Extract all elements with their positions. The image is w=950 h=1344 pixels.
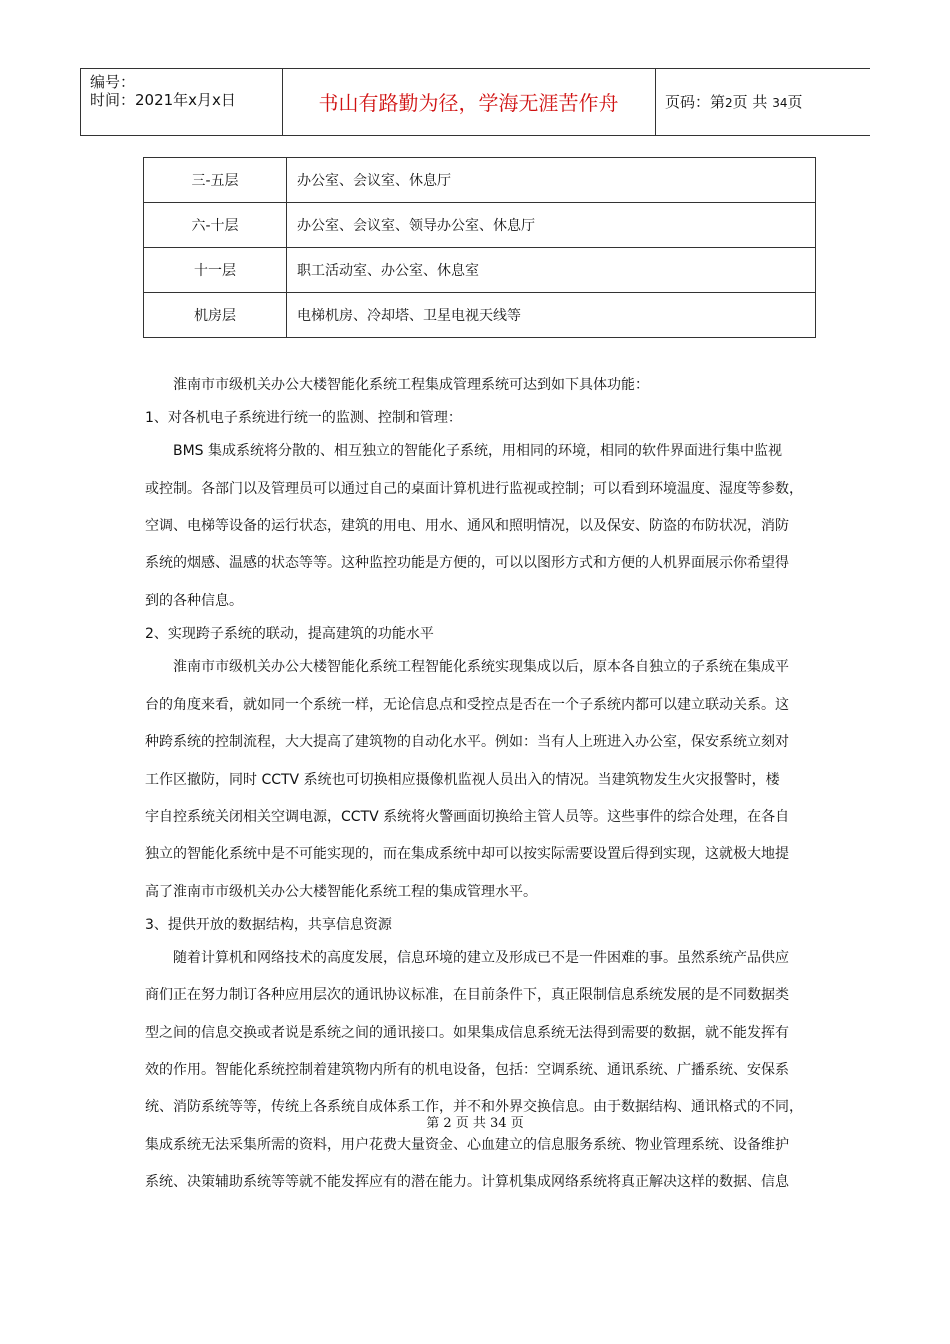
page-mid: 页 共 — [732, 93, 768, 111]
floors-table — [143, 157, 816, 338]
rooms-cell: 办公室、会议室、休息厅 — [287, 158, 816, 203]
paragraph-line: 型之间的信息交换或者说是系统之间的通讯接口。如果集成信息系统无法得到需要的数据，就不能发挥有 — [145, 1025, 789, 1041]
section-heading: 3、提供开放的数据结构，共享信息资源 — [145, 917, 392, 933]
code-label: 编号： — [90, 73, 136, 91]
paragraph-line: 随着计算机和网络技术的高度发展，信息环境的建立及形成已不是一件困难的事。虽然系统产品供应 — [173, 950, 789, 966]
paragraph-line: BMS 集成系统将分散的、相互独立的智能化子系统，用相同的环境，相同的软件界面进行集中监视 — [173, 443, 783, 459]
rooms-cell: 职工活动室、办公室、休息室 — [287, 248, 816, 293]
paragraph-line: 宇自控系统关闭相关空调电源，CCTV 系统将火警画面切换给主管人员等。这些事件的综合处理，在各自 — [145, 809, 790, 825]
header-motto-cell — [282, 69, 656, 135]
paragraph-line: 商们正在努力制订各种应用层次的通讯协议标准，在目前条件下，真正限制信息系统发展的是不同数据类 — [145, 987, 789, 1003]
paragraph-line: 统、消防系统等等，传统上各系统自成体系工作，并不和外界交换信息。由于数据结构、通讯格式的不同， — [145, 1099, 803, 1115]
floor-cell: 六-十层 — [144, 203, 287, 248]
paragraph-line: 种跨系统的控制流程，大大提高了建筑物的自动化水平。例如：当有人上班进入办公室，保安系统立刻对 — [145, 734, 789, 750]
floor-cell: 三-五层 — [144, 158, 287, 203]
header-meta-cell — [81, 69, 283, 135]
floor-cell: 十一层 — [144, 248, 287, 293]
section-heading: 2、实现跨子系统的联动，提高建筑的功能水平 — [145, 626, 434, 642]
paragraph-line: 到的各种信息。 — [145, 593, 243, 609]
paragraph-line: 工作区撤防，同时 CCTV 系统也可切换相应摄像机监视人员出入的情况。当建筑物发生火灾报警时，楼 — [145, 772, 780, 788]
section-heading: 1、对各机电子系统进行统一的监测、控制和管理： — [145, 410, 462, 426]
paragraph-line: 高了淮南市市级机关办公大楼智能化系统工程的集成管理水平。 — [145, 884, 537, 900]
table-row — [144, 248, 816, 293]
page-indicator — [665, 93, 803, 112]
page-total: 34 — [772, 96, 788, 110]
paragraph-line: 独立的智能化系统中是不可能实现的，而在集成系统中却可以按实际需要设置后得到实现，这就极大地提 — [145, 846, 789, 862]
paragraph-line: 空调、电梯等设备的运行状态，建筑的用电、用水、通风和照明情况，以及保安、防盗的布防状况，消防 — [145, 518, 789, 534]
paragraph-line: 系统、决策辅助系统等等就不能发挥应有的潜在能力。计算机集成网络系统将真正解决这样的数据、信息 — [145, 1174, 789, 1190]
header-page-cell — [656, 69, 870, 135]
rooms-cell: 办公室、会议室、领导办公室、休息厅 — [287, 203, 816, 248]
page-footer: 第 2 页 共 34 页 — [426, 1116, 524, 1131]
page-current: 2 — [725, 96, 733, 110]
paragraph-line: 或控制。各部门以及管理员可以通过自己的桌面计算机进行监视或控制；可以看到环境温度、湿度等参数， — [145, 481, 803, 497]
page-header — [80, 68, 870, 136]
motto: 书山有路勤为径，学海无涯苦作舟 — [318, 91, 619, 115]
paragraph-line: 集成系统无法采集所需的资料，用户花费大量资金、心血建立的信息服务系统、物业管理系统、设备维护 — [145, 1137, 789, 1153]
page-end: 页 — [787, 93, 803, 111]
paragraph-line: 台的角度来看，就如同一个系统一样，无论信息点和受控点是否在一个子系统内都可以建立联动关系。这 — [145, 697, 789, 713]
table-row — [144, 158, 816, 203]
time-label: 时间：2021年x月x日 — [90, 91, 236, 109]
page-label: 页码：第 — [665, 93, 726, 111]
paragraph-line: 淮南市市级机关办公大楼智能化系统工程集成管理系统可达到如下具体功能： — [173, 377, 649, 393]
floor-cell: 机房层 — [144, 293, 287, 338]
paragraph-line: 系统的烟感、温感的状态等等。这种监控功能是方便的，可以以图形方式和方便的人机界面展示你希望得 — [145, 555, 789, 571]
paragraph-line: 淮南市市级机关办公大楼智能化系统工程智能化系统实现集成以后，原本各自独立的子系统在集成平 — [173, 659, 789, 675]
table-row — [144, 203, 816, 248]
rooms-cell: 电梯机房、冷却塔、卫星电视天线等 — [287, 293, 816, 338]
paragraph-line: 效的作用。智能化系统控制着建筑物内所有的机电设备，包括：空调系统、通讯系统、广播系统、安保系 — [145, 1062, 789, 1078]
table-row — [144, 293, 816, 338]
